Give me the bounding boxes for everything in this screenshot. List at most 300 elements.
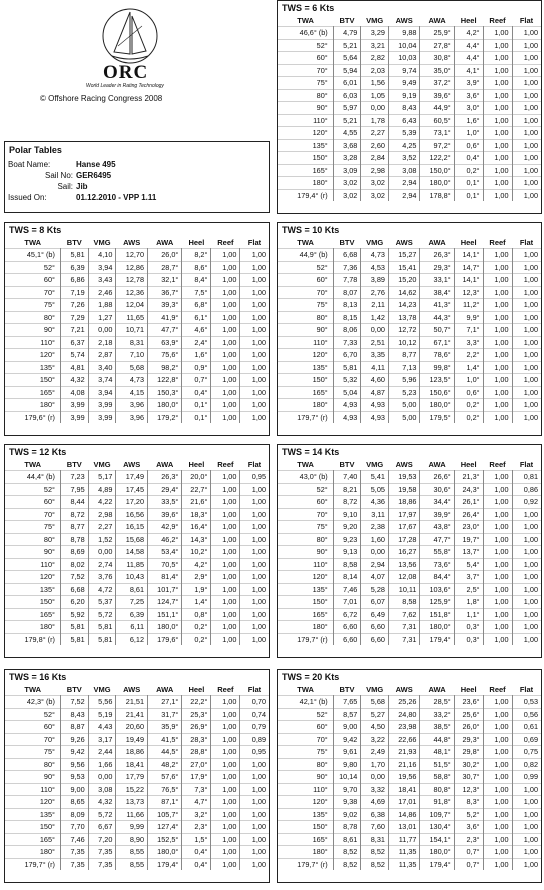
table-row [278, 621, 541, 634]
table-cell: 10,11 [388, 583, 420, 596]
table-cell: 1,00 [512, 858, 541, 870]
table-cell: 4,32 [88, 796, 116, 809]
table-cell: 122,2° [420, 152, 454, 165]
table-cell: 6,01 [333, 77, 361, 90]
table-cell: 1,00 [211, 858, 240, 870]
table-cell: 1,00 [211, 621, 240, 634]
table-cell: 2,2° [454, 349, 483, 362]
table-row [5, 521, 269, 534]
boat-name-label: Boat Name: [8, 160, 51, 169]
table-cell: 6,86 [60, 274, 88, 287]
table-cell: 1,27 [88, 311, 116, 324]
table-cell: 33,2° [420, 708, 454, 721]
table-cell: 73,6° [420, 558, 454, 571]
table-cell: 150° [312, 597, 328, 606]
column-header: AWA [428, 459, 446, 469]
table-cell: 15,27 [388, 249, 420, 262]
column-header: TWA [24, 459, 42, 469]
table-cell: 17,79 [116, 771, 148, 784]
table-row [5, 261, 269, 274]
table-cell: 1,00 [483, 721, 512, 734]
table-cell: 1,00 [483, 621, 512, 634]
table-cell: 154,1° [420, 833, 454, 846]
table-row [5, 324, 269, 337]
table-cell: 10,2° [182, 546, 211, 559]
table-cell: 179,7° (r) [297, 859, 328, 869]
table-cell: 1,00 [240, 261, 269, 274]
table-cell: 1,00 [512, 286, 541, 299]
table-cell: 1,00 [211, 708, 240, 721]
table-cell: 70,5° [148, 558, 182, 571]
table-cell: 1,00 [483, 77, 512, 90]
column-header: AWA [156, 237, 174, 247]
table-cell: 8,13 [333, 299, 361, 312]
table-cell: 75° [316, 522, 328, 531]
table-cell: 27,1° [148, 696, 182, 709]
table-cell: 5,27 [361, 708, 389, 721]
sail-no-value: GER6495 [76, 171, 112, 180]
table-cell: 150° [39, 597, 55, 606]
table-cell: 22,7° [182, 483, 211, 496]
table-cell: 125,9° [420, 596, 454, 609]
table-cell: 4,89 [88, 483, 116, 496]
table-cell: 7,52 [60, 571, 88, 584]
table-cell: 21,93 [388, 746, 420, 759]
table-cell: 6,60 [361, 633, 389, 645]
table-cell: 3,40 [88, 361, 116, 374]
table-cell: 1,00 [483, 411, 512, 423]
table-cell: 7,19 [60, 286, 88, 299]
table-row [5, 783, 269, 796]
column-header: AWS [123, 237, 141, 247]
table-row [5, 633, 269, 645]
table-cell: 3,76 [88, 571, 116, 584]
table-cell: 8,58 [333, 558, 361, 571]
boat-name-row [5, 159, 269, 170]
table-cell: 0,4° [454, 152, 483, 165]
table-cell: 52° [316, 40, 328, 50]
table-cell: 60° [316, 497, 328, 506]
table-cell: 3,2° [182, 808, 211, 821]
table-cell: 1,00 [483, 496, 512, 509]
table-cell: 5,74 [60, 349, 88, 362]
table-cell: 180,0° [420, 621, 454, 634]
table-cell: 4,36 [361, 496, 389, 509]
table-cell: 12,3° [454, 286, 483, 299]
table-cell: 37,2° [420, 77, 454, 90]
table-cell: 75° [316, 747, 328, 756]
table-cell: 4,93 [361, 399, 389, 412]
table-cell: 180° [39, 622, 55, 631]
table-cell: 9,42 [333, 733, 361, 746]
table-cell: 3,99 [88, 411, 116, 423]
table-cell: 4,25 [388, 139, 420, 152]
table-cell: 150,3° [148, 386, 182, 399]
table-cell: 10,12 [388, 336, 420, 349]
table-cell: 150° [312, 375, 328, 384]
table-cell: 12,04 [116, 299, 148, 312]
table-row [5, 621, 269, 634]
table-cell: 6,39 [116, 608, 148, 621]
table-cell: 44,5° [148, 746, 182, 759]
column-header: Heel [188, 684, 205, 694]
table-cell: 1,00 [483, 546, 512, 559]
table-row [278, 399, 541, 412]
table-cell: 3,52 [388, 152, 420, 165]
table-row [278, 496, 541, 509]
table-cell: 24,3° [454, 483, 483, 496]
table-cell: 1,56 [361, 77, 389, 90]
table-row [5, 533, 269, 546]
table-cell: 0,00 [361, 324, 389, 337]
table-cell: 1,00 [483, 89, 512, 102]
table-cell: 4,2° [182, 558, 211, 571]
table-cell: 3,43 [88, 274, 116, 287]
table-cell: 1,00 [211, 558, 240, 571]
issued-label: Issued On: [8, 193, 47, 202]
table-header-row [278, 14, 541, 27]
table-cell: 0,00 [361, 546, 389, 559]
table-cell: 0,81 [512, 471, 541, 484]
table-cell: 8,78 [333, 821, 361, 834]
table-cell: 1,5° [182, 833, 211, 846]
table-cell: 3,68 [333, 139, 361, 152]
column-header: Flat [247, 684, 262, 694]
table-row [278, 261, 541, 274]
table-cell: 20,60 [116, 721, 148, 734]
table-cell: 7,3° [182, 783, 211, 796]
table-cell: 32,1° [148, 274, 182, 287]
table-cell: 14,62 [388, 286, 420, 299]
table-cell: 19,49 [116, 733, 148, 746]
table-cell: 4,32 [60, 374, 88, 387]
table-cell: 70° [316, 65, 328, 75]
table-cell: 78,6° [420, 349, 454, 362]
table-row [278, 139, 541, 152]
table-cell: 1,00 [240, 496, 269, 509]
table-cell: 75° [316, 78, 328, 87]
table-cell: 7,31 [388, 633, 420, 645]
table-cell: 1,00 [483, 483, 512, 496]
table-cell: 23,6° [454, 696, 483, 709]
table-cell: 135° [39, 809, 55, 819]
table-cell: 1,00 [211, 571, 240, 584]
table-cell: 1,00 [240, 311, 269, 324]
table-cell: 1,00 [211, 546, 240, 559]
column-header: BTV [66, 684, 82, 694]
table-row [5, 596, 269, 609]
table-cell: 1,00 [240, 483, 269, 496]
table-cell: 1,00 [483, 771, 512, 784]
table-cell: 0,3° [454, 633, 483, 645]
table-cell: 5,81 [60, 633, 88, 645]
table-cell: 0,95 [240, 746, 269, 759]
table-cell: 3,7° [454, 571, 483, 584]
table-cell: 105,7° [148, 808, 182, 821]
column-header: Flat [247, 237, 262, 247]
table-cell: 5,23 [388, 386, 420, 399]
table-cell: 0,70 [240, 696, 269, 709]
table-cell: 1,00 [512, 299, 541, 312]
table-cell: 2,9° [182, 571, 211, 584]
table-cell: 7,10 [116, 349, 148, 362]
table-cell: 6,12 [116, 633, 148, 645]
table-cell: 1,00 [512, 596, 541, 609]
table-cell: 4,79 [333, 27, 361, 40]
table-cell: 21,41 [116, 708, 148, 721]
table-cell: 2,94 [388, 189, 420, 201]
polar-table-tws-14 [277, 444, 542, 658]
table-cell: 8,72 [333, 496, 361, 509]
table-cell: 0,79 [240, 721, 269, 734]
table-cell: 179,8° (r) [24, 634, 55, 644]
table-cell: 123,5° [420, 374, 454, 387]
table-cell: 1,00 [240, 546, 269, 559]
table-cell: 13,56 [388, 558, 420, 571]
table-cell: 11,77 [388, 833, 420, 846]
table-cell: 1,00 [483, 508, 512, 521]
table-cell: 7,31 [388, 621, 420, 634]
table-cell: 25,26 [388, 696, 420, 709]
table-cell: 80° [43, 534, 55, 544]
table-cell: 1,00 [211, 696, 240, 709]
table-cell: 7,20 [88, 833, 116, 846]
table-cell: 7,40 [333, 471, 361, 484]
table-cell: 1,8° [454, 596, 483, 609]
table-row [278, 796, 541, 809]
table-cell: 12,36 [116, 286, 148, 299]
table-cell: 120° [312, 350, 328, 359]
table-cell: 11,65 [116, 311, 148, 324]
table-cell: 29,3° [454, 733, 483, 746]
table-cell: 8,77 [60, 521, 88, 534]
column-header: AWS [395, 459, 413, 469]
table-cell: 0,75 [512, 746, 541, 759]
table-cell: 7,62 [388, 608, 420, 621]
table-cell: 21,16 [388, 758, 420, 771]
table-cell: 6,68 [60, 583, 88, 596]
table-cell: 12,3° [454, 783, 483, 796]
table-cell: 0,00 [88, 771, 116, 784]
table-cell: 7,95 [60, 483, 88, 496]
table-cell: 58,8° [420, 771, 454, 784]
table-row [278, 596, 541, 609]
table-cell: 120° [39, 572, 55, 581]
polar-table-tws-12 [4, 444, 270, 658]
table-cell: 6,03 [333, 89, 361, 102]
table-cell: 35,0° [420, 64, 454, 77]
table-cell: 6,70 [333, 349, 361, 362]
table-cell: 45,1° (b) [26, 250, 55, 259]
table-cell: 6,11 [116, 621, 148, 634]
table-cell: 1,00 [483, 299, 512, 312]
table-cell: 1,00 [512, 89, 541, 102]
table-cell: 2,11 [361, 299, 389, 312]
table-cell: 16,4° [182, 521, 211, 534]
polar-table-tws-16 [4, 669, 270, 883]
table-cell: 150,6° [420, 386, 454, 399]
table-row [5, 708, 269, 721]
table-cell: 13,78 [388, 311, 420, 324]
table-cell: 3,99 [88, 399, 116, 412]
table-cell: 10,43 [116, 571, 148, 584]
table-cell: 0,9° [182, 361, 211, 374]
table-row [5, 846, 269, 859]
table-row [5, 608, 269, 621]
table-cell: 80° [43, 759, 55, 769]
table-cell: 1,1° [454, 608, 483, 621]
table-cell: 14,86 [388, 808, 420, 821]
table-cell: 7,01 [333, 596, 361, 609]
table-cell: 1,00 [240, 508, 269, 521]
table-row [5, 411, 269, 423]
table-cell: 1,00 [512, 508, 541, 521]
table-row [278, 164, 541, 177]
table-row [5, 771, 269, 784]
column-header: VMG [366, 459, 384, 469]
polar-tables-info [4, 141, 270, 213]
table-cell: 1,00 [211, 311, 240, 324]
column-header: Flat [519, 15, 534, 25]
table-cell: 1,00 [211, 374, 240, 387]
table-row [278, 533, 541, 546]
table-cell: 8,58 [388, 596, 420, 609]
column-header: Reef [489, 15, 506, 25]
table-cell: 60° [316, 722, 328, 731]
table-cell: 35,9° [148, 721, 182, 734]
issued-value: 01.12.2010 - VPP 1.11 [76, 193, 157, 202]
table-cell: 3,21 [361, 39, 389, 52]
table-cell: 17,67 [388, 521, 420, 534]
table-cell: 8,06 [333, 324, 361, 337]
table-cell: 98,2° [148, 361, 182, 374]
table-cell: 25,3° [182, 708, 211, 721]
table-cell: 0,4° [182, 386, 211, 399]
table-cell: 1,00 [211, 733, 240, 746]
table-cell: 1,00 [211, 496, 240, 509]
table-cell: 0,2° [454, 164, 483, 177]
table-cell: 110° [40, 559, 55, 569]
table-cell: 5,56 [88, 696, 116, 709]
column-header: Reef [489, 237, 506, 247]
table-cell: 6,43 [388, 114, 420, 127]
column-header: VMG [366, 15, 384, 25]
table-cell: 25,9° [420, 27, 454, 40]
table-cell: 1,00 [512, 311, 541, 324]
table-cell: 2,18 [88, 336, 116, 349]
table-cell: 1,00 [483, 583, 512, 596]
table-title: TWS = 14 Kts [282, 447, 340, 457]
table-cell: 2,84 [361, 152, 389, 165]
table-cell: 3,94 [88, 261, 116, 274]
table-cell: 3,96 [116, 411, 148, 423]
polar-table [278, 458, 541, 645]
table-cell: 3,0° [454, 102, 483, 115]
table-cell: 1,9° [182, 583, 211, 596]
table-cell: 120° [312, 572, 328, 581]
table-cell: 7,21 [60, 324, 88, 337]
table-cell: 1,00 [512, 633, 541, 645]
table-cell: 1,00 [483, 571, 512, 584]
column-header: AWA [156, 459, 174, 469]
table-cell: 73,1° [420, 127, 454, 140]
table-row [278, 102, 541, 115]
table-cell: 23,98 [388, 721, 420, 734]
table-cell: 3,02 [333, 189, 361, 201]
table-cell: 110° [40, 337, 55, 347]
table-row [278, 77, 541, 90]
table-cell: 1,00 [211, 583, 240, 596]
table-row [278, 361, 541, 374]
table-cell: 1,00 [512, 361, 541, 374]
table-row [278, 758, 541, 771]
table-cell: 6,72 [333, 608, 361, 621]
table-cell: 6,38 [361, 808, 389, 821]
table-cell: 7,33 [333, 336, 361, 349]
table-cell: 1,00 [512, 521, 541, 534]
table-cell: 44,9° (b) [299, 250, 328, 259]
table-cell: 9,9° [454, 311, 483, 324]
table-row [278, 583, 541, 596]
table-row [278, 746, 541, 759]
table-cell: 150° [312, 153, 328, 162]
table-cell: 1,00 [512, 102, 541, 115]
table-cell: 52° [316, 484, 328, 494]
table-cell: 124,7° [148, 596, 182, 609]
table-cell: 135° [312, 584, 328, 594]
table-cell: 4,4° [454, 39, 483, 52]
table-cell: 1,00 [211, 771, 240, 784]
table-cell: 41,9° [148, 311, 182, 324]
table-cell: 7,52 [60, 696, 88, 709]
table-cell: 1,00 [211, 336, 240, 349]
table-cell: 0,56 [512, 708, 541, 721]
table-cell: 5,41 [361, 471, 389, 484]
table-cell: 8,52 [361, 858, 389, 870]
table-cell: 17,20 [116, 496, 148, 509]
table-cell: 8,31 [361, 833, 389, 846]
table-cell: 8,77 [388, 349, 420, 362]
table-cell: 90° [316, 547, 328, 556]
table-row [5, 311, 269, 324]
table-cell: 2,3° [182, 821, 211, 834]
table-cell: 150,0° [420, 164, 454, 177]
table-cell: 11,2° [454, 299, 483, 312]
table-cell: 1,00 [211, 521, 240, 534]
table-row [5, 746, 269, 759]
polar-table [5, 458, 269, 645]
table-cell: 1,00 [512, 27, 541, 40]
table-cell: 4,7° [182, 796, 211, 809]
table-cell: 165° [312, 387, 328, 397]
table-cell: 1,4° [454, 361, 483, 374]
table-row [278, 177, 541, 190]
table-cell: 0,1° [182, 399, 211, 412]
table-cell: 47,7° [148, 324, 182, 337]
table-cell: 9,19 [388, 89, 420, 102]
table-cell: 3,94 [88, 386, 116, 399]
table-cell: 1,78 [361, 114, 389, 127]
table-cell: 6,1° [182, 311, 211, 324]
table-cell: 0,92 [512, 496, 541, 509]
table-cell: 1,00 [240, 533, 269, 546]
table-cell: 4,6° [182, 324, 211, 337]
table-cell: 0,00 [88, 324, 116, 337]
table-row [278, 64, 541, 77]
column-header: Heel [188, 459, 205, 469]
table-cell: 2,46 [88, 286, 116, 299]
table-cell: 0,69 [512, 733, 541, 746]
